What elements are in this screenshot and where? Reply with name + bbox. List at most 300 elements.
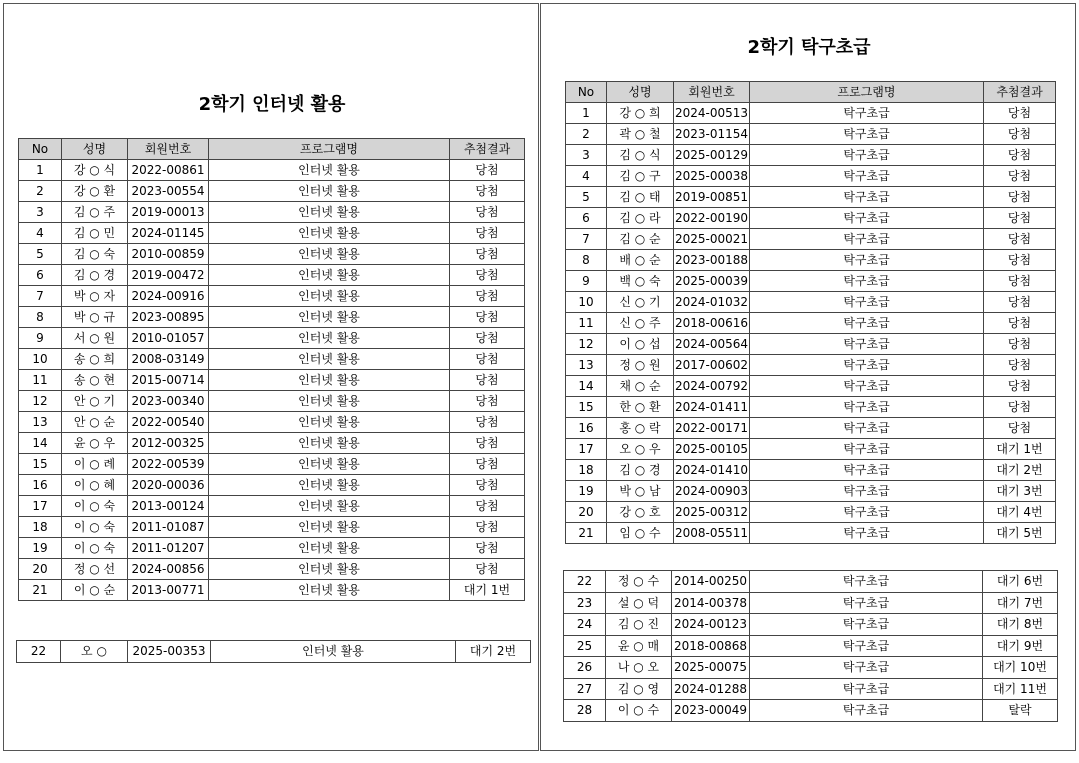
cell-name: 정 ○ 수 [606,571,672,593]
cell-no: 15 [19,454,62,475]
cell-member-id: 2022-00171 [674,418,750,439]
cell-member-id: 2022-00539 [128,454,209,475]
cell-member-id: 2018-00868 [672,635,750,657]
cell-member-id: 2025-00021 [674,229,750,250]
cell-no: 9 [19,328,62,349]
cell-name: 송 ○ 현 [62,370,128,391]
table-row [19,580,525,601]
cell-result: 당첨 [450,559,525,580]
cell-result: 당첨 [450,244,525,265]
cell-result: 대기 4번 [984,502,1056,523]
table-body [564,571,1058,722]
cell-member-id: 2024-00792 [674,376,750,397]
cell-result: 당첨 [984,208,1056,229]
cell-no: 21 [566,523,607,544]
table-row [566,187,1056,208]
cell-program: 인터넷 활용 [209,496,450,517]
table-row [566,418,1056,439]
cell-no: 11 [19,370,62,391]
cell-no: 14 [566,376,607,397]
cell-program: 탁구초급 [750,397,984,418]
cell-program: 인터넷 활용 [209,538,450,559]
cell-name: 이 ○ 혜 [62,475,128,496]
table-row [19,328,525,349]
cell-result: 당첨 [450,517,525,538]
cell-member-id: 2014-00378 [672,592,750,614]
cell-name: 김 ○ 진 [606,614,672,636]
cell-no: 15 [566,397,607,418]
cell-member-id: 2024-00513 [674,103,750,124]
cell-name: 이 ○ 수 [606,700,672,722]
cell-no: 22 [564,571,606,593]
cell-no: 21 [19,580,62,601]
table-row [566,376,1056,397]
cell-name: 이 ○ 숙 [62,496,128,517]
cell-member-id: 2010-01057 [128,328,209,349]
cell-program: 탁구초급 [750,229,984,250]
table-row [566,166,1056,187]
cell-program: 탁구초급 [750,571,983,593]
cell-program: 탁구초급 [750,523,984,544]
table-row [566,439,1056,460]
table-row [19,370,525,391]
cell-result: 당첨 [450,454,525,475]
cell-member-id: 2019-00472 [128,265,209,286]
cell-program: 인터넷 활용 [209,244,450,265]
cell-program: 인터넷 활용 [209,412,450,433]
cell-program: 인터넷 활용 [209,307,450,328]
cell-member-id: 2022-00190 [674,208,750,229]
cell-name: 홍 ○ 락 [607,418,674,439]
overflow-table [563,570,1058,722]
cell-name: 나 ○ 오 [606,657,672,679]
cell-result: 당첨 [984,292,1056,313]
table-row [566,145,1056,166]
cell-result: 대기 6번 [983,571,1058,593]
cell-program: 탁구초급 [750,700,983,722]
cell-member-id: 2023-01154 [674,124,750,145]
cell-member-id: 2019-00851 [674,187,750,208]
cell-result: 당첨 [450,433,525,454]
table-row [19,160,525,181]
cell-no: 4 [19,223,62,244]
header-no: No [19,139,62,160]
cell-name: 윤 ○ 우 [62,433,128,454]
cell-program: 인터넷 활용 [209,160,450,181]
cell-member-id: 2012-00325 [128,433,209,454]
cell-no: 2 [566,124,607,145]
cell-name: 채 ○ 순 [607,376,674,397]
cell-name: 이 ○ 례 [62,454,128,475]
cell-name: 윤 ○ 매 [606,635,672,657]
cell-program: 탁구초급 [750,250,984,271]
cell-result: 대기 10번 [983,657,1058,679]
table-row [19,391,525,412]
table-row [566,271,1056,292]
cell-name: 정 ○ 선 [62,559,128,580]
cell-program: 탁구초급 [750,418,984,439]
cell-program: 탁구초급 [750,271,984,292]
cell-result: 당첨 [450,370,525,391]
cell-member-id: 2024-01145 [128,223,209,244]
table-row [19,202,525,223]
cell-program: 인터넷 활용 [209,223,450,244]
cell-name: 안 ○ 순 [62,412,128,433]
cell-program: 탁구초급 [750,502,984,523]
cell-member-id: 2023-00554 [128,181,209,202]
cell-no: 13 [566,355,607,376]
cell-member-id: 2025-00038 [674,166,750,187]
cell-name: 박 ○ 규 [62,307,128,328]
table-body [19,160,525,601]
cell-program: 탁구초급 [750,334,984,355]
cell-member-id: 2024-00123 [672,614,750,636]
table-row [19,517,525,538]
cell-result: 당첨 [984,250,1056,271]
cell-program: 탁구초급 [750,481,984,502]
cell-name: 이 ○ 순 [62,580,128,601]
table-row [564,657,1058,679]
cell-no: 17 [566,439,607,460]
cell-member-id: 2024-01288 [672,678,750,700]
cell-no: 25 [564,635,606,657]
table-header-row [19,139,525,160]
cell-member-id: 2025-00105 [674,439,750,460]
cell-name: 오 ○ 우 [607,439,674,460]
table-row [19,538,525,559]
cell-member-id: 2025-00312 [674,502,750,523]
cell-name: 김 ○ 경 [607,460,674,481]
cell-name: 김 ○ 라 [607,208,674,229]
cell-result: 당첨 [984,418,1056,439]
header-result: 추첨결과 [450,139,525,160]
cell-program: 탁구초급 [750,187,984,208]
cell-no: 12 [566,334,607,355]
cell-no: 11 [566,313,607,334]
cell-no: 20 [19,559,62,580]
cell-name: 김 ○ 경 [62,265,128,286]
cell-member-id: 2011-01087 [128,517,209,538]
cell-program: 탁구초급 [750,614,983,636]
cell-program: 인터넷 활용 [209,202,450,223]
cell-member-id: 2025-00129 [674,145,750,166]
cell-program: 인터넷 활용 [209,265,450,286]
cell-result: 대기 9번 [983,635,1058,657]
header-program: 프로그램명 [750,82,984,103]
cell-result: 당첨 [450,202,525,223]
table-row [19,223,525,244]
cell-no: 28 [564,700,606,722]
table-row [566,355,1056,376]
table-row [19,307,525,328]
cell-no: 7 [566,229,607,250]
cell-no: 6 [566,208,607,229]
cell-no: 24 [564,614,606,636]
table-row [17,641,531,663]
cell-name: 이 ○ 숙 [62,517,128,538]
cell-program: 인터넷 활용 [209,286,450,307]
cell-no: 13 [19,412,62,433]
cell-member-id: 2023-00340 [128,391,209,412]
table-body [566,103,1056,544]
table-body [17,641,531,663]
cell-no: 2 [19,181,62,202]
cell-no: 3 [566,145,607,166]
cell-no: 9 [566,271,607,292]
cell-name: 강 ○ 식 [62,160,128,181]
cell-program: 탁구초급 [750,355,984,376]
cell-program: 인터넷 활용 [209,559,450,580]
cell-program: 탁구초급 [750,657,983,679]
page-title: 2학기 인터넷 활용 [198,94,346,115]
table-row [566,250,1056,271]
cell-program: 탁구초급 [750,439,984,460]
cell-no: 18 [566,460,607,481]
cell-result: 대기 5번 [984,523,1056,544]
cell-no: 23 [564,592,606,614]
lottery-table [18,138,525,601]
table-row [566,313,1056,334]
header-member-id: 회원번호 [128,139,209,160]
cell-result: 당첨 [984,166,1056,187]
cell-program: 탁구초급 [750,166,984,187]
table-row [566,523,1056,544]
cell-no: 8 [566,250,607,271]
table-row [566,292,1056,313]
cell-result: 당첨 [984,103,1056,124]
cell-member-id: 2024-00564 [674,334,750,355]
cell-name: 이 ○ 숙 [62,538,128,559]
cell-result: 당첨 [450,307,525,328]
cell-result: 대기 11번 [983,678,1058,700]
table-row [19,286,525,307]
cell-name: 김 ○ 민 [62,223,128,244]
cell-member-id: 2019-00013 [128,202,209,223]
cell-member-id: 2013-00771 [128,580,209,601]
cell-result: 당첨 [984,271,1056,292]
cell-program: 탁구초급 [750,103,984,124]
cell-member-id: 2018-00616 [674,313,750,334]
cell-name: 박 ○ 자 [62,286,128,307]
cell-result: 당첨 [450,496,525,517]
cell-name: 임 ○ 수 [607,523,674,544]
cell-no: 19 [19,538,62,559]
cell-name: 한 ○ 환 [607,397,674,418]
cell-no: 1 [19,160,62,181]
cell-no: 6 [19,265,62,286]
cell-result: 당첨 [984,187,1056,208]
cell-member-id: 2025-00353 [128,641,211,663]
table-row [564,592,1058,614]
cell-result: 당첨 [450,475,525,496]
cell-member-id: 2011-01207 [128,538,209,559]
cell-name: 강 ○ 환 [62,181,128,202]
cell-name: 이 ○ 섭 [607,334,674,355]
cell-member-id: 2023-00188 [674,250,750,271]
cell-result: 당첨 [450,160,525,181]
cell-program: 탁구초급 [750,635,983,657]
cell-no: 20 [566,502,607,523]
cell-result: 대기 1번 [984,439,1056,460]
cell-result: 대기 2번 [456,641,531,663]
cell-member-id: 2015-00714 [128,370,209,391]
cell-name: 김 ○ 주 [62,202,128,223]
right-page [540,3,1076,751]
cell-name: 서 ○ 원 [62,328,128,349]
cell-program: 인터넷 활용 [211,641,456,663]
cell-result: 당첨 [450,181,525,202]
cell-program: 인터넷 활용 [209,349,450,370]
cell-no: 16 [19,475,62,496]
cell-no: 10 [566,292,607,313]
cell-no: 8 [19,307,62,328]
table-row [19,412,525,433]
cell-no: 3 [19,202,62,223]
cell-member-id: 2014-00250 [672,571,750,593]
cell-name: 박 ○ 남 [607,481,674,502]
table-row [566,460,1056,481]
cell-name: 곽 ○ 철 [607,124,674,145]
table-row [564,678,1058,700]
overflow-table [16,640,531,663]
cell-name: 신 ○ 기 [607,292,674,313]
cell-name: 신 ○ 주 [607,313,674,334]
cell-no: 4 [566,166,607,187]
cell-name: 강 ○ 희 [607,103,674,124]
cell-no: 5 [19,244,62,265]
cell-result: 당첨 [984,229,1056,250]
cell-result: 당첨 [984,397,1056,418]
cell-result: 당첨 [984,313,1056,334]
cell-member-id: 2024-00856 [128,559,209,580]
cell-name: 김 ○ 태 [607,187,674,208]
table-row [566,229,1056,250]
cell-program: 인터넷 활용 [209,328,450,349]
cell-no: 14 [19,433,62,454]
table-header-row [566,82,1056,103]
cell-no: 10 [19,349,62,370]
table-row [564,635,1058,657]
cell-result: 당첨 [450,286,525,307]
cell-member-id: 2008-05511 [674,523,750,544]
cell-program: 인터넷 활용 [209,454,450,475]
cell-result: 당첨 [450,328,525,349]
table-row [19,559,525,580]
cell-no: 1 [566,103,607,124]
table-row [19,433,525,454]
table-row [19,349,525,370]
cell-program: 탁구초급 [750,124,984,145]
cell-program: 탁구초급 [750,292,984,313]
cell-result: 당첨 [984,145,1056,166]
cell-no: 18 [19,517,62,538]
cell-result: 대기 8번 [983,614,1058,636]
table-row [19,265,525,286]
cell-program: 인터넷 활용 [209,181,450,202]
cell-program: 인터넷 활용 [209,391,450,412]
cell-name: 김 ○ 구 [607,166,674,187]
cell-program: 탁구초급 [750,145,984,166]
table-row [566,124,1056,145]
cell-result: 탈락 [983,700,1058,722]
cell-member-id: 2022-00861 [128,160,209,181]
table-row [19,244,525,265]
cell-result: 당첨 [984,124,1056,145]
table-row [566,103,1056,124]
cell-member-id: 2024-01411 [674,397,750,418]
cell-member-id: 2017-00602 [674,355,750,376]
cell-program: 인터넷 활용 [209,517,450,538]
cell-member-id: 2025-00039 [674,271,750,292]
cell-member-id: 2024-01032 [674,292,750,313]
cell-result: 대기 3번 [984,481,1056,502]
cell-no: 7 [19,286,62,307]
cell-name: 배 ○ 순 [607,250,674,271]
cell-member-id: 2024-00903 [674,481,750,502]
table-row [19,181,525,202]
cell-result: 당첨 [450,412,525,433]
cell-no: 16 [566,418,607,439]
left-page [3,3,539,751]
cell-no: 12 [19,391,62,412]
cell-program: 탁구초급 [750,460,984,481]
cell-name: 김 ○ 순 [607,229,674,250]
cell-name: 김 ○ 영 [606,678,672,700]
cell-name: 정 ○ 원 [607,355,674,376]
cell-result: 당첨 [984,334,1056,355]
cell-no: 27 [564,678,606,700]
cell-member-id: 2024-00916 [128,286,209,307]
cell-name: 오 ○ [61,641,128,663]
cell-name: 안 ○ 기 [62,391,128,412]
cell-name: 송 ○ 희 [62,349,128,370]
lottery-table [565,81,1056,544]
table-row [564,571,1058,593]
cell-result: 당첨 [450,391,525,412]
table-row [566,502,1056,523]
cell-program: 탁구초급 [750,208,984,229]
cell-program: 인터넷 활용 [209,475,450,496]
cell-result: 당첨 [450,265,525,286]
cell-program: 탁구초급 [750,592,983,614]
table-row [19,475,525,496]
table-row [19,454,525,475]
header-no: No [566,82,607,103]
table-row [566,397,1056,418]
header-result: 추첨결과 [984,82,1056,103]
header-name: 성명 [62,139,128,160]
cell-result: 대기 2번 [984,460,1056,481]
cell-member-id: 2023-00049 [672,700,750,722]
table-row [564,614,1058,636]
cell-result: 당첨 [450,538,525,559]
cell-result: 대기 1번 [450,580,525,601]
cell-name: 강 ○ 호 [607,502,674,523]
cell-no: 17 [19,496,62,517]
cell-program: 탁구초급 [750,313,984,334]
cell-result: 대기 7번 [983,592,1058,614]
header-member-id: 회원번호 [674,82,750,103]
cell-member-id: 2010-00859 [128,244,209,265]
cell-member-id: 2013-00124 [128,496,209,517]
cell-program: 탁구초급 [750,678,983,700]
cell-member-id: 2008-03149 [128,349,209,370]
cell-no: 22 [17,641,61,663]
cell-name: 백 ○ 숙 [607,271,674,292]
cell-name: 설 ○ 덕 [606,592,672,614]
cell-no: 26 [564,657,606,679]
cell-name: 김 ○ 숙 [62,244,128,265]
